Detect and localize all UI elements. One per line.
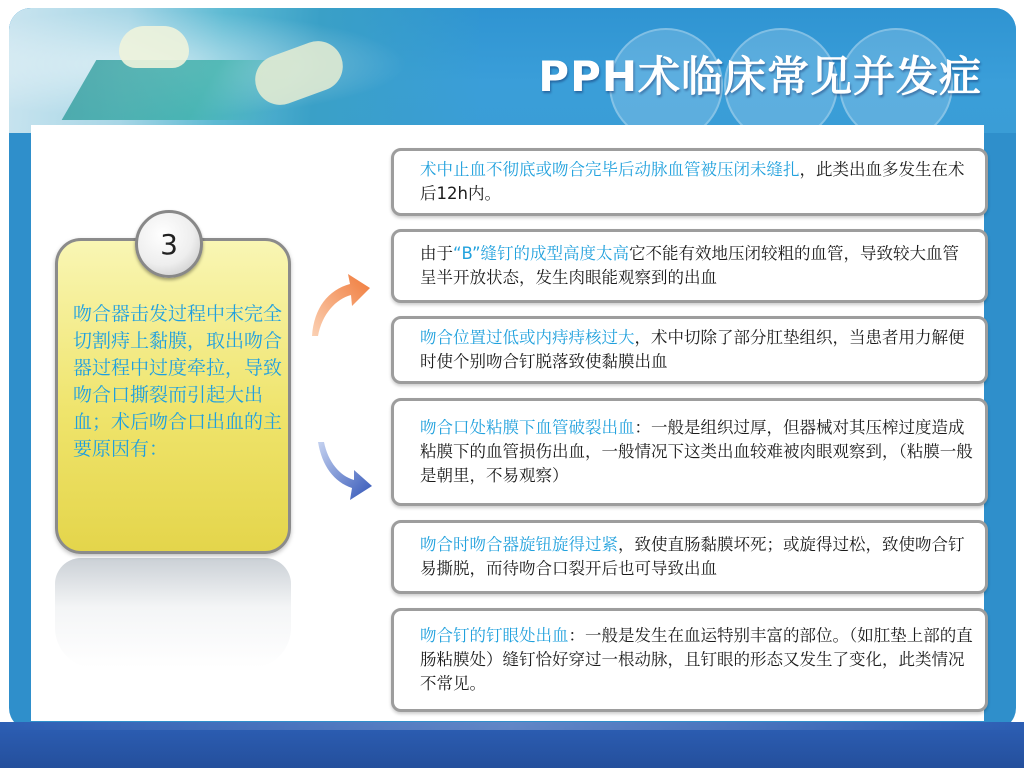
info-highlight-1: 术中止血不彻底或吻合完毕后动脉血管被压闭未缝扎 (420, 160, 800, 179)
info-highlight-3: 吻合位置过低或内痔痔核过大 (420, 328, 635, 347)
page-title: PPH术临床常见并发症 (538, 52, 982, 101)
info-text-5 (420, 533, 975, 581)
info-box-5 (391, 520, 988, 594)
info-rest-3: ，术中切除了部分肛垫组织，当患者用力解便时使个别吻合钉脱落致使黏膜出血 (420, 328, 965, 371)
info-text-3 (420, 326, 975, 374)
info-highlight-5: 吻合时吻合器旋钮旋得过紧 (420, 535, 618, 554)
info-rest-6: ：一般是发生在血运特别丰富的部位。（如肛垫上部的直肠粘膜处）缝钉恰好穿过一根动脉，且钉眼的形态又发生了变化，此类情况不常见。 (420, 626, 973, 693)
info-box-4 (391, 398, 988, 506)
number-badge: 3 (135, 210, 203, 278)
info-pre-2: 由于 (420, 244, 453, 263)
info-highlight-4: 吻合口处粘膜下血管破裂出血 (420, 418, 635, 437)
info-text-2 (420, 242, 975, 290)
info-text-6 (420, 624, 975, 696)
info-box-2 (391, 229, 988, 303)
footer-shine (0, 722, 1024, 730)
curved-arrow-down-icon (314, 438, 374, 510)
summary-text: 吻合器击发过程中末完全切割痔上黏膜，取出吻合器过程中过度牵拉，导致吻合口撕裂而引起大出血；术后吻合口出血的主要原因有： (73, 303, 283, 460)
card-reflection (55, 558, 291, 668)
info-text-4 (420, 416, 975, 488)
header-banner (9, 8, 1016, 133)
info-box-6 (391, 608, 988, 712)
info-box-1 (391, 148, 988, 216)
info-text-1 (420, 158, 975, 206)
info-rest-5: ，致使直肠黏膜坏死；或旋得过松，致使吻合钉易撕脱，而待吻合口裂开后也可导致出血 (420, 535, 965, 578)
curved-arrow-up-icon (306, 268, 372, 340)
info-highlight-2: “B”缝钉的成型高度太高 (453, 244, 630, 263)
info-rest-2: 它不能有效地压闭较粗的血管，导致较大血管呈半开放状态，发生肉眼能观察到的出血 (420, 244, 960, 287)
info-highlight-6: 吻合钉的钉眼处出血 (420, 626, 569, 645)
info-box-3 (391, 316, 988, 384)
glove-shape (119, 26, 189, 68)
summary-card (55, 238, 291, 554)
info-rest-1: ，此类出血多发生在术后12h内。 (420, 160, 965, 203)
info-rest-4: ：一般是组织过厚，但器械对其压榨过度造成粘膜下的血管损伤出血，一般情况下这类出血较难被肉眼观察到，（粘膜一般是朝里，不易观察） (420, 418, 973, 485)
surgery-photo (9, 8, 479, 133)
